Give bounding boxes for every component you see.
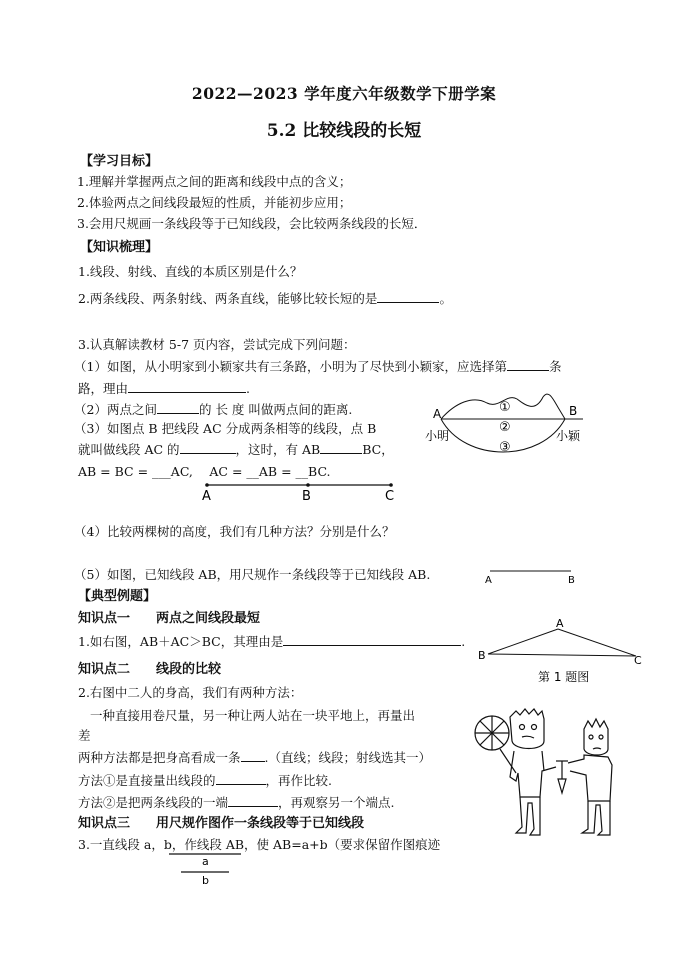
answer-blank[interactable] (157, 401, 199, 414)
page-title: 2022—2023 学年度六年级数学下册学案 (191, 84, 497, 103)
examples-heading: 【典型例题】 (78, 589, 157, 604)
triangle-figure (476, 618, 648, 690)
segment-ab-figure (482, 566, 582, 586)
segment-label: a (202, 855, 209, 868)
segments-a-b-figure (165, 850, 255, 890)
knowledge-point-2: 知识点二 线段的比较 (78, 662, 222, 677)
answer-blank[interactable] (320, 441, 362, 454)
point-label: A (485, 575, 492, 586)
answer-blank[interactable] (241, 749, 265, 762)
point-label: A (202, 489, 211, 504)
review-q3-3: （3）如图点 B 把线段 AC 分成两条相等的线段，点 B (74, 421, 377, 436)
segment-abc-figure (195, 478, 405, 502)
answer-blank[interactable] (377, 290, 439, 303)
answer-blank[interactable] (216, 772, 266, 785)
example-2-line1: 一种直接用卷尺量，另一种让两人站在一块平地上，再量出 (90, 708, 416, 723)
review-q3-3c: AB = BC = ___AC, AC = __AB = __BC. (78, 464, 331, 479)
example-1: 1.如右图，AB＋AC＞BC，其理由是 . (78, 634, 466, 649)
goals-heading: 【学习目标】 (80, 154, 159, 169)
point-label: A (433, 407, 442, 421)
example-2: 2.右图中二人的身高，我们有两种方法： (78, 685, 303, 700)
review-q1: 1.线段、射线、直线的本质区别是什么？ (78, 264, 303, 279)
knowledge-point-3: 知识点三 用尺规作图作一条线段等于已知线段 (78, 816, 365, 831)
review-q3-1-reason: 路，理由 . (78, 381, 250, 396)
page-subtitle: 5.2 比较线段的长短 (266, 121, 422, 141)
two-boys-illustration (470, 705, 620, 840)
review-q3: 3.认真解读教材 5-7 页内容，尝试完成下列问题： (78, 337, 356, 352)
path-label: ① (499, 400, 511, 415)
end-label: 小颖 (556, 429, 581, 443)
example-2-line3: 两种方法都是把身高看成一条 .（直线；线段；射线选其一） (78, 750, 431, 765)
point-label: B (569, 404, 578, 418)
review-q3-1: （1）如图，从小明家到小颖家共有三条路，小明为了尽快到小颖家，应选择第 条 (74, 359, 562, 374)
answer-blank[interactable] (180, 441, 236, 454)
example-3: 3.一直线段 a，b，作线段 AB，使 AB=a+b（要求保留作图痕迹 (78, 837, 441, 852)
knowledge-point-1: 知识点一 两点之间线段最短 (78, 611, 261, 626)
point-label: C (634, 654, 642, 667)
review-q3-4: （4）比较两棵树的高度，我们有几种方法？分别是什么？ (74, 524, 395, 539)
answer-blank[interactable] (228, 794, 278, 807)
review-heading: 【知识梳理】 (80, 240, 159, 255)
figure-caption: 第 1 题图 (538, 670, 590, 684)
answer-blank[interactable] (128, 380, 246, 393)
answer-blank[interactable] (283, 633, 461, 646)
goal-item: 1.理解并掌握两点之间的距离和线段中点的含义； (77, 174, 352, 189)
example-2-line4: 方法①是直接量出线段的 ，再作比较. (78, 773, 332, 788)
point-label: B (478, 649, 486, 662)
point-label: A (556, 617, 564, 630)
example-2-line2: 差 (78, 728, 91, 743)
review-q3-2: （2）两点之间 的 长 度 叫做两点间的距离. (74, 402, 353, 417)
three-paths-figure (425, 385, 600, 465)
review-q3-3b: 就叫做线段 AC 的 ，这时，有 AB BC， (78, 442, 394, 457)
segment-label: b (202, 874, 209, 887)
point-label: B (568, 575, 575, 586)
start-label: 小明 (425, 429, 450, 443)
answer-blank[interactable] (507, 358, 549, 371)
path-label: ② (499, 420, 511, 435)
review-q3-5: （5）如图，已知线段 AB，用尺规作一条线段等于已知线段 AB. (74, 567, 431, 582)
path-label: ③ (499, 440, 511, 455)
point-label: C (385, 489, 395, 504)
review-q2: 2.两条线段、两条射线、两条直线，能够比较长短的是 。 (78, 291, 452, 306)
point-label: B (302, 489, 311, 504)
goal-item: 2.体验两点之间线段最短的性质，并能初步应用； (77, 195, 352, 210)
goal-item: 3.会用尺规画一条线段等于已知线段，会比较两条线段的长短． (77, 216, 427, 231)
example-2-line5: 方法②是把两条线段的一端 ，再观察另一个端点. (78, 795, 395, 810)
